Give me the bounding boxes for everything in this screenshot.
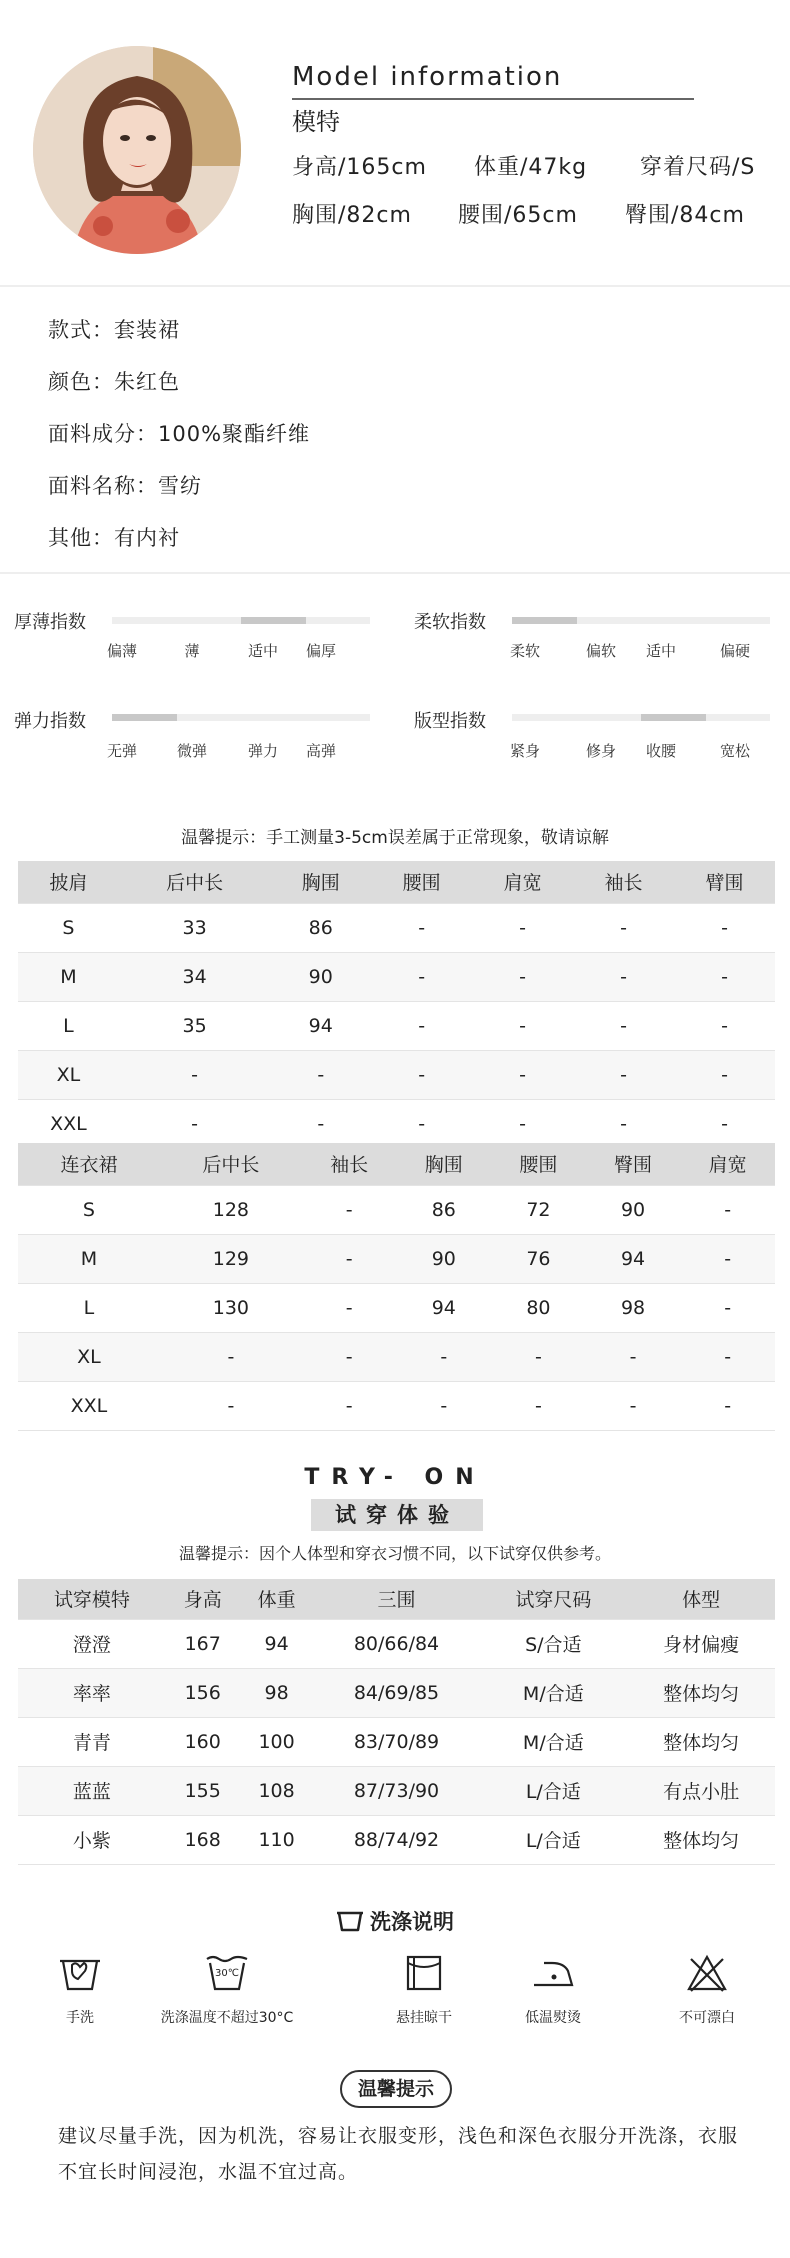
wash-label: 不可漂白 [679,2010,735,2026]
index-selected-marker [241,617,306,624]
table-row [18,1001,775,1050]
washbasin-icon [336,1910,364,1932]
index-label: 弹力指数 [14,711,86,732]
table-cell: - [302,1332,397,1381]
table-cell: - [371,1001,472,1050]
table-row [18,1815,775,1864]
table-cell: 168 [166,1815,240,1864]
size-tip: 温馨提示：手工测量3-5cm误差属于正常现象，敬请谅解 [181,828,609,848]
index-option: 宽松 [719,742,750,760]
index-label: 版型指数 [414,711,486,732]
table-cell: - [680,1185,775,1234]
table-cell: 34 [119,952,270,1001]
table-row [18,952,775,1001]
table-cell: 108 [240,1766,314,1815]
model-info-section [0,0,790,286]
table-cell: 有点小肚 [627,1766,775,1815]
table-cell: 身材偏瘦 [627,1619,775,1668]
table-header-cell: 肩宽 [472,861,573,903]
table-cell: L/合适 [479,1815,627,1864]
model-info-subtitle: 模特 [292,108,340,136]
index-option: 微弹 [176,742,207,760]
table-cell: - [371,1099,472,1148]
table-cell: 90 [586,1185,681,1234]
index-bar [112,617,370,624]
table-header-row [18,861,775,903]
table-cell: S [18,1185,160,1234]
table-cell: 155 [166,1766,240,1815]
model-size: 穿着尺码/S [640,155,756,180]
tryon-tip: 温馨提示：因个人体型和穿衣习惯不同，以下试穿仅供参考。 [178,1544,611,1563]
wash-title [0,1906,790,1936]
table-cell: M/合适 [479,1668,627,1717]
wash-item [478,1953,628,2027]
product-fabric: 面料名称：雪纺 [48,474,202,498]
table-header-cell: 臀围 [586,1143,681,1185]
table-cell: - [680,1283,775,1332]
hang-dry-icon [401,1953,447,1997]
index-option: 偏薄 [106,642,137,660]
table-cell: 小紫 [18,1815,166,1864]
table-cell: 86 [270,903,371,952]
model-avatar [33,46,241,254]
table-header-cell: 体重 [240,1579,314,1619]
table-cell: 100 [240,1717,314,1766]
index-selected-marker [112,714,177,721]
dress-size-table [18,1143,775,1431]
wash-label: 悬挂晾干 [396,2010,452,2026]
table-cell: 160 [166,1717,240,1766]
table-cell: 84/69/85 [314,1668,480,1717]
table-cell: 94 [396,1283,491,1332]
table-cell: - [586,1332,681,1381]
table-cell: XXL [18,1381,160,1430]
table-header-cell: 胸围 [270,861,371,903]
wash-label: 低温熨烫 [525,2010,581,2026]
table-cell: 72 [491,1185,586,1234]
wash-label: 手洗 [66,2010,94,2026]
table-row [18,1099,775,1148]
section-divider [0,285,790,287]
table-cell: - [573,1001,674,1050]
table-cell: - [371,1050,472,1099]
wash-temperature: 30℃ [215,1968,239,1979]
table-cell: 整体均匀 [627,1668,775,1717]
table-row [18,1619,775,1668]
table-cell: - [472,1099,573,1148]
table-cell: - [119,1099,270,1148]
table-cell: - [472,903,573,952]
table-header-cell: 后中长 [119,861,270,903]
table-cell: - [573,1099,674,1148]
table-cell: 94 [240,1619,314,1668]
index-option: 高弹 [305,742,336,760]
wash-label: 洗涤温度不超过30°C [160,2010,294,2026]
table-cell: 率率 [18,1668,166,1717]
table-cell: 整体均匀 [627,1815,775,1864]
table-cell: 98 [240,1668,314,1717]
table-cell: - [270,1050,371,1099]
table-row [18,1766,775,1815]
table-cell: - [674,1001,775,1050]
model-waist: 腰围/65cm [458,203,578,228]
table-cell: L [18,1283,160,1332]
table-cell: 80 [491,1283,586,1332]
table-header-cell: 连衣裙 [18,1143,160,1185]
table-cell: - [491,1332,586,1381]
wash-30-icon [204,1953,250,1997]
table-header-row [18,1579,775,1619]
table-header-cell: 披肩 [18,861,119,903]
index-option: 偏硬 [719,642,750,660]
table-header-cell: 腰围 [491,1143,586,1185]
index-label: 柔软指数 [414,612,486,633]
table-cell: XL [18,1332,160,1381]
table-cell: XL [18,1050,119,1099]
product-composition: 面料成分：100%聚酯纤维 [48,422,311,446]
table-cell: 87/73/90 [314,1766,480,1815]
table-cell: M [18,952,119,1001]
table-header-cell: 腰围 [371,861,472,903]
table-cell: - [302,1283,397,1332]
tips-text: 建议尽量手洗，因为机洗，容易让衣服变形，浅色和深色衣服分开洗涤，衣服不宜长时间浸泡，水温不宜过高。 [58,2125,739,2183]
table-row [18,1234,775,1283]
index-option: 柔软 [509,642,540,660]
table-cell: 167 [166,1619,240,1668]
index-selected-marker [512,617,577,624]
model-weight: 体重/47kg [474,155,588,180]
table-cell: L/合适 [479,1766,627,1815]
table-cell: - [302,1185,397,1234]
index-bar [512,617,770,624]
table-cell: - [472,1050,573,1099]
table-cell: 83/70/89 [314,1717,480,1766]
table-cell: - [371,903,472,952]
table-cell: - [573,952,674,1001]
index-label: 厚薄指数 [14,612,86,633]
tryon-table [18,1579,775,1865]
table-cell: 110 [240,1815,314,1864]
index-option: 弹力 [247,742,278,760]
table-cell: - [160,1381,302,1430]
model-info-underline [292,98,694,100]
wash-item [5,1953,155,2027]
table-cell: S/合适 [479,1619,627,1668]
table-cell: - [680,1381,775,1430]
table-cell: - [270,1099,371,1148]
table-cell: - [573,1050,674,1099]
table-cell: - [491,1381,586,1430]
product-color: 颜色：朱红色 [48,370,180,394]
table-cell: M [18,1234,160,1283]
table-row [18,1717,775,1766]
table-cell: - [674,952,775,1001]
model-bust: 胸围/82cm [292,203,412,228]
wash-item [632,1953,782,2027]
index-bar [512,714,770,721]
table-cell: 90 [396,1234,491,1283]
table-cell: - [586,1381,681,1430]
table-cell: M/合适 [479,1717,627,1766]
table-row [18,903,775,952]
model-height: 身高/165cm [292,155,427,180]
table-cell: 33 [119,903,270,952]
table-cell: 蓝蓝 [18,1766,166,1815]
table-header-cell: 三围 [314,1579,480,1619]
table-cell: - [680,1234,775,1283]
table-cell: - [302,1234,397,1283]
table-cell: 88/74/92 [314,1815,480,1864]
table-cell: - [674,903,775,952]
index-option: 修身 [585,742,616,760]
table-row [18,1050,775,1099]
index-option: 收腰 [645,742,676,760]
table-row [18,1668,775,1717]
table-cell: 青青 [18,1717,166,1766]
no-bleach-icon [684,1953,730,1997]
table-header-cell: 肩宽 [680,1143,775,1185]
hand-wash-icon [57,1953,103,1997]
table-cell: - [680,1332,775,1381]
table-cell: 澄澄 [18,1619,166,1668]
table-cell: - [396,1332,491,1381]
index-option: 适中 [247,642,278,660]
table-cell: 86 [396,1185,491,1234]
index-option: 偏厚 [305,642,336,660]
tryon-title: TRY- ON [304,1465,486,1490]
index-option: 适中 [645,642,676,660]
index-selected-marker [641,714,706,721]
table-header-cell: 体型 [627,1579,775,1619]
table-cell: 76 [491,1234,586,1283]
table-cell: 整体均匀 [627,1717,775,1766]
table-cell: - [472,952,573,1001]
table-cell: XXL [18,1099,119,1148]
shawl-size-table [18,861,775,1149]
table-header-cell: 袖长 [573,861,674,903]
table-cell: 94 [586,1234,681,1283]
table-row [18,1381,775,1430]
table-header-cell: 后中长 [160,1143,302,1185]
table-header-cell: 臂围 [674,861,775,903]
table-cell: - [396,1381,491,1430]
table-row [18,1283,775,1332]
tips-title: 温馨提示 [340,2070,452,2108]
section-divider [0,572,790,574]
table-cell: - [573,903,674,952]
table-cell: - [674,1099,775,1148]
table-row [18,1185,775,1234]
table-header-row [18,1143,775,1185]
table-cell: - [160,1332,302,1381]
table-cell: 130 [160,1283,302,1332]
table-cell: 128 [160,1185,302,1234]
table-cell: - [371,952,472,1001]
index-option: 薄 [184,642,200,660]
table-header-cell: 袖长 [302,1143,397,1185]
table-row [18,1332,775,1381]
table-header-cell: 试穿尺码 [479,1579,627,1619]
table-cell: 129 [160,1234,302,1283]
table-cell: L [18,1001,119,1050]
product-other: 其他：有内衬 [48,526,180,550]
wash-item [349,1953,499,2027]
table-header-cell: 试穿模特 [18,1579,166,1619]
model-hip: 臀围/84cm [625,203,745,228]
table-cell: - [674,1050,775,1099]
product-style: 款式：套装裙 [48,318,180,342]
table-cell: 35 [119,1001,270,1050]
index-option: 偏软 [585,642,616,660]
table-cell: 156 [166,1668,240,1717]
table-cell: 80/66/84 [314,1619,480,1668]
wash-item [152,1953,302,2027]
model-info-title: Model information [292,62,563,92]
table-cell: - [119,1050,270,1099]
low-iron-icon [530,1953,576,1997]
index-bar [112,714,370,721]
table-cell: S [18,903,119,952]
table-cell: 90 [270,952,371,1001]
index-option: 无弹 [106,742,137,760]
table-cell: 94 [270,1001,371,1050]
tryon-subtitle: 试穿体验 [311,1499,483,1531]
index-option: 紧身 [509,742,540,760]
table-cell: - [302,1381,397,1430]
wash-title-text: 洗涤说明 [370,1910,454,1934]
table-cell: - [472,1001,573,1050]
table-header-cell: 胸围 [396,1143,491,1185]
table-header-cell: 身高 [166,1579,240,1619]
table-cell: 98 [586,1283,681,1332]
